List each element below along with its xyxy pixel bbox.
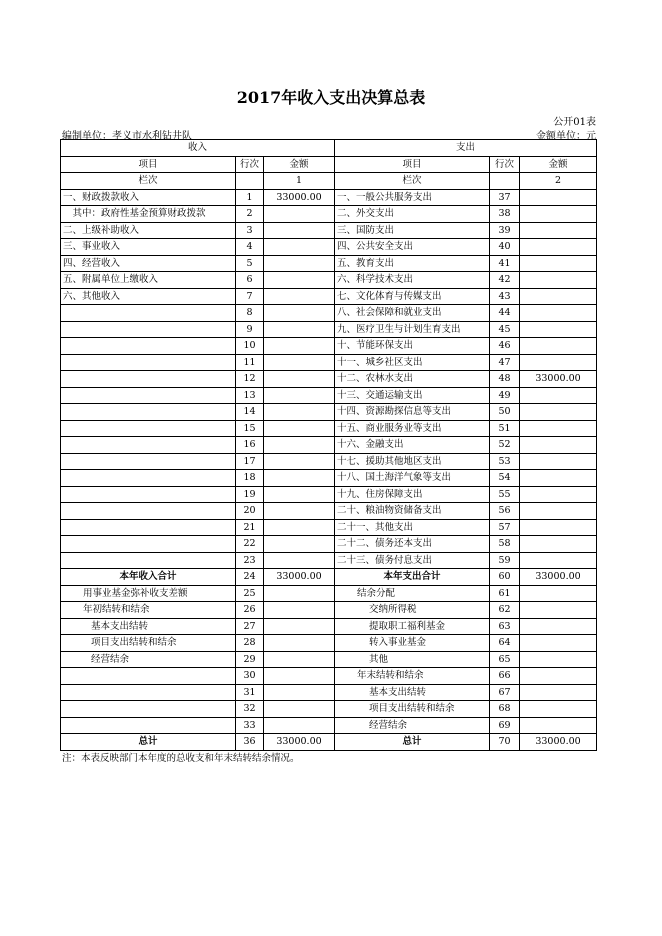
expense-rowno-cell: 61 xyxy=(490,585,520,602)
table-row xyxy=(61,321,597,338)
income-item-cell xyxy=(61,437,236,454)
table-row xyxy=(61,684,597,701)
income-rowno-cell: 13 xyxy=(236,387,264,404)
expense-amount-cell xyxy=(520,453,597,470)
unit-label: 金额单位：元 xyxy=(536,131,596,142)
expense-rowno-cell: 69 xyxy=(490,717,520,734)
table-row xyxy=(61,255,597,272)
expense-rowno-cell: 50 xyxy=(490,404,520,421)
expense-rowno-cell: 66 xyxy=(490,668,520,685)
table-row xyxy=(61,189,597,206)
income-item-cell xyxy=(61,387,236,404)
expense-rowno-cell: 55 xyxy=(490,486,520,503)
income-amount-cell xyxy=(264,453,335,470)
income-amount-cell xyxy=(264,519,335,536)
expense-amount-cell xyxy=(520,519,597,536)
expense-rowno-cell: 56 xyxy=(490,503,520,520)
income-rowno-cell: 23 xyxy=(236,552,264,569)
expense-amount-cell xyxy=(520,701,597,718)
income-item-cell: 总计 xyxy=(61,734,236,751)
income-rowno-cell: 26 xyxy=(236,602,264,619)
income-rowno-cell: 31 xyxy=(236,684,264,701)
expense-item-cell: 经营结余 xyxy=(335,717,490,734)
expense-rowno-cell: 59 xyxy=(490,552,520,569)
expense-item-cell: 总计 xyxy=(335,734,490,751)
income-amount-cell xyxy=(264,470,335,487)
expense-item-cell: 十三、交通运输支出 xyxy=(335,387,490,404)
income-item-cell: 二、上级补助收入 xyxy=(61,222,236,239)
column-header-row xyxy=(61,156,597,173)
expense-item-cell: 六、科学技术支出 xyxy=(335,272,490,289)
expense-amount-cell xyxy=(520,717,597,734)
income-rowno-cell: 24 xyxy=(236,569,264,586)
expense-amount-cell xyxy=(520,288,597,305)
expense-rowno-cell: 63 xyxy=(490,618,520,635)
expense-amount-cell xyxy=(520,338,597,355)
income-amount-cell xyxy=(264,651,335,668)
expense-rowno-cell: 52 xyxy=(490,437,520,454)
table-row xyxy=(61,305,597,322)
expense-rowno-cell: 40 xyxy=(490,239,520,256)
expense-amount-header: 金额 xyxy=(520,156,597,173)
expense-rowno-cell: 37 xyxy=(490,189,520,206)
income-amount-cell xyxy=(264,305,335,322)
expense-rowno-cell: 70 xyxy=(490,734,520,751)
table-row xyxy=(61,651,597,668)
income-rowno-cell: 2 xyxy=(236,206,264,223)
income-amount-cell xyxy=(264,239,335,256)
table-row xyxy=(61,354,597,371)
expense-rowno-cell: 62 xyxy=(490,602,520,619)
org-label: 编制单位：孝义市水利钻井队 xyxy=(62,131,192,142)
table-row xyxy=(61,569,597,586)
income-rowno-cell: 15 xyxy=(236,420,264,437)
income-rowno-cell: 28 xyxy=(236,635,264,652)
expense-rowno-cell: 43 xyxy=(490,288,520,305)
report-title: 2017年收入支出决算总表 xyxy=(236,88,426,107)
income-amount-cell xyxy=(264,321,335,338)
income-item-cell xyxy=(61,453,236,470)
expense-item-cell: 三、国防支出 xyxy=(335,222,490,239)
expense-amount-cell xyxy=(520,668,597,685)
expense-amount-cell xyxy=(520,552,597,569)
income-item-cell: 五、附属单位上缴收入 xyxy=(61,272,236,289)
income-amount-cell xyxy=(264,602,335,619)
table-row xyxy=(61,222,597,239)
expense-rowno-cell: 65 xyxy=(490,651,520,668)
expense-item-cell: 二十、粮油物资储备支出 xyxy=(335,503,490,520)
income-rowno-cell: 18 xyxy=(236,470,264,487)
income-item-cell xyxy=(61,321,236,338)
income-amount-cell xyxy=(264,222,335,239)
expense-amount-cell xyxy=(520,404,597,421)
expense-rowno-cell: 49 xyxy=(490,387,520,404)
table-row xyxy=(61,668,597,685)
table-row xyxy=(61,503,597,520)
expense-rowno-cell: 47 xyxy=(490,354,520,371)
income-amount-cell xyxy=(264,486,335,503)
expense-item-cell: 七、文化体育与传媒支出 xyxy=(335,288,490,305)
income-item-cell: 本年收入合计 xyxy=(61,569,236,586)
expense-item-cell: 十四、资源勘探信息等支出 xyxy=(335,404,490,421)
expense-item-cell: 十八、国土海洋气象等支出 xyxy=(335,470,490,487)
expense-rowno-cell: 64 xyxy=(490,635,520,652)
income-amount-cell xyxy=(264,354,335,371)
income-rowno-cell: 36 xyxy=(236,734,264,751)
expense-section-header: 支出 xyxy=(335,140,597,157)
income-amount-cell xyxy=(264,437,335,454)
income-rowno-cell: 25 xyxy=(236,585,264,602)
expense-amount-cell xyxy=(520,618,597,635)
income-item-cell xyxy=(61,503,236,520)
income-rowno-cell: 9 xyxy=(236,321,264,338)
income-rowno-cell: 7 xyxy=(236,288,264,305)
income-amount-cell xyxy=(264,387,335,404)
form-code: 公开01表 xyxy=(553,117,596,128)
expense-amount-cell xyxy=(520,354,597,371)
income-section-header: 收入 xyxy=(61,140,335,157)
income-rowno-cell: 33 xyxy=(236,717,264,734)
expense-amount-cell xyxy=(520,651,597,668)
expense-rowno-cell: 54 xyxy=(490,470,520,487)
income-amount-cell xyxy=(264,684,335,701)
expense-rowno-cell: 41 xyxy=(490,255,520,272)
income-amount-cell xyxy=(264,338,335,355)
income-rowno-cell: 11 xyxy=(236,354,264,371)
expense-item-cell: 交纳所得税 xyxy=(335,602,490,619)
expense-colno-value: 2 xyxy=(520,173,597,190)
expense-amount-cell xyxy=(520,585,597,602)
expense-amount-cell xyxy=(520,602,597,619)
expense-amount-cell xyxy=(520,206,597,223)
income-item-cell xyxy=(61,552,236,569)
income-amount-cell xyxy=(264,503,335,520)
expense-item-cell: 二十三、债务付息支出 xyxy=(335,552,490,569)
expense-item-cell: 结余分配 xyxy=(335,585,490,602)
income-amount-cell xyxy=(264,255,335,272)
income-amount-cell: 33000.00 xyxy=(264,189,335,206)
table-row xyxy=(61,486,597,503)
expense-amount-cell xyxy=(520,272,597,289)
expense-rowno-cell: 67 xyxy=(490,684,520,701)
income-amount-cell xyxy=(264,272,335,289)
expense-rowno-cell: 44 xyxy=(490,305,520,322)
expense-rowno-cell: 46 xyxy=(490,338,520,355)
table-row xyxy=(61,635,597,652)
expense-item-cell: 项目支出结转和结余 xyxy=(335,701,490,718)
income-item-cell: 六、其他收入 xyxy=(61,288,236,305)
income-colno-label: 栏次 xyxy=(61,173,236,190)
expense-item-cell: 本年支出合计 xyxy=(335,569,490,586)
expense-amount-cell xyxy=(520,222,597,239)
expense-item-cell: 十九、住房保障支出 xyxy=(335,486,490,503)
income-item-cell: 用事业基金弥补收支差额 xyxy=(61,585,236,602)
income-item-cell: 项目支出结转和结余 xyxy=(61,635,236,652)
income-item-cell xyxy=(61,536,236,553)
income-rowno-cell: 17 xyxy=(236,453,264,470)
expense-rowno-cell: 53 xyxy=(490,453,520,470)
income-item-cell: 经营结余 xyxy=(61,651,236,668)
income-amount-cell xyxy=(264,701,335,718)
expense-item-cell: 一、一般公共服务支出 xyxy=(335,189,490,206)
table-row xyxy=(61,338,597,355)
table-row xyxy=(61,437,597,454)
table-row xyxy=(61,387,597,404)
table-row xyxy=(61,536,597,553)
income-amount-cell xyxy=(264,536,335,553)
income-amount-cell xyxy=(264,618,335,635)
expense-rowno-cell: 58 xyxy=(490,536,520,553)
income-rowno-cell: 4 xyxy=(236,239,264,256)
table-row xyxy=(61,602,597,619)
footnote: 注：本表反映部门本年度的总收支和年末结转结余情况。 xyxy=(62,753,300,764)
table-row xyxy=(61,552,597,569)
income-amount-cell xyxy=(264,717,335,734)
expense-item-cell: 九、医疗卫生与计划生育支出 xyxy=(335,321,490,338)
income-rowno-cell: 14 xyxy=(236,404,264,421)
income-rowno-cell: 21 xyxy=(236,519,264,536)
expense-item-cell: 年末结转和结余 xyxy=(335,668,490,685)
income-rowno-cell: 1 xyxy=(236,189,264,206)
income-rowno-cell: 12 xyxy=(236,371,264,388)
table-row xyxy=(61,420,597,437)
income-item-cell xyxy=(61,684,236,701)
income-amount-cell xyxy=(264,585,335,602)
income-amount-cell: 33000.00 xyxy=(264,734,335,751)
expense-amount-cell xyxy=(520,387,597,404)
table-row xyxy=(61,734,597,751)
income-amount-header: 金额 xyxy=(264,156,335,173)
expense-amount-cell xyxy=(520,305,597,322)
expense-rowno-cell: 57 xyxy=(490,519,520,536)
table-row xyxy=(61,618,597,635)
expense-item-cell: 五、教育支出 xyxy=(335,255,490,272)
expense-rowno-cell: 39 xyxy=(490,222,520,239)
expense-item-cell: 二、外交支出 xyxy=(335,206,490,223)
expense-amount-cell xyxy=(520,503,597,520)
expense-amount-cell xyxy=(520,189,597,206)
income-item-cell: 一、财政拨款收入 xyxy=(61,189,236,206)
income-amount-cell xyxy=(264,371,335,388)
income-rowno-cell: 16 xyxy=(236,437,264,454)
table-row xyxy=(61,585,597,602)
income-rowno-cell: 10 xyxy=(236,338,264,355)
column-number-row xyxy=(61,173,597,190)
income-amount-cell xyxy=(264,206,335,223)
income-rowno-cell: 30 xyxy=(236,668,264,685)
expense-item-cell: 二十一、其他支出 xyxy=(335,519,490,536)
expense-amount-cell: 33000.00 xyxy=(520,371,597,388)
table-row xyxy=(61,371,597,388)
income-item-cell xyxy=(61,519,236,536)
income-amount-cell xyxy=(264,420,335,437)
table-row xyxy=(61,519,597,536)
expense-item-cell: 其他 xyxy=(335,651,490,668)
table-row xyxy=(61,717,597,734)
expense-item-cell: 十七、援助其他地区支出 xyxy=(335,453,490,470)
expense-item-cell: 十六、金融支出 xyxy=(335,437,490,454)
table-row xyxy=(61,206,597,223)
expense-item-cell: 二十二、债务还本支出 xyxy=(335,536,490,553)
income-item-cell xyxy=(61,470,236,487)
expense-rowno-cell: 38 xyxy=(490,206,520,223)
expense-item-cell: 十五、商业服务业等支出 xyxy=(335,420,490,437)
income-item-cell: 三、事业收入 xyxy=(61,239,236,256)
expense-item-cell: 十、节能环保支出 xyxy=(335,338,490,355)
income-item-cell xyxy=(61,701,236,718)
expense-rowno-cell: 68 xyxy=(490,701,520,718)
income-amount-cell xyxy=(264,404,335,421)
income-item-cell xyxy=(61,717,236,734)
income-item-cell xyxy=(61,420,236,437)
expense-rowno-cell: 60 xyxy=(490,569,520,586)
income-item-cell xyxy=(61,338,236,355)
income-item-cell: 基本支出结转 xyxy=(61,618,236,635)
expense-amount-cell: 33000.00 xyxy=(520,569,597,586)
expense-colno-label: 栏次 xyxy=(335,173,490,190)
income-amount-cell xyxy=(264,635,335,652)
expense-rowno-cell: 45 xyxy=(490,321,520,338)
expense-item-cell: 八、社会保障和就业支出 xyxy=(335,305,490,322)
income-rowno-cell: 8 xyxy=(236,305,264,322)
table-row xyxy=(61,272,597,289)
expense-amount-cell xyxy=(520,255,597,272)
expense-amount-cell xyxy=(520,420,597,437)
income-rowno-header: 行次 xyxy=(236,156,264,173)
income-rowno-cell: 3 xyxy=(236,222,264,239)
expense-item-cell: 四、公共安全支出 xyxy=(335,239,490,256)
expense-item-cell: 十二、农林水支出 xyxy=(335,371,490,388)
income-amount-cell xyxy=(264,552,335,569)
table-row xyxy=(61,453,597,470)
expense-amount-cell xyxy=(520,321,597,338)
income-rowno-cell: 29 xyxy=(236,651,264,668)
expense-amount-cell xyxy=(520,239,597,256)
expense-rowno-header: 行次 xyxy=(490,156,520,173)
expense-amount-cell: 33000.00 xyxy=(520,734,597,751)
summary-table xyxy=(60,139,597,751)
income-amount-cell xyxy=(264,668,335,685)
income-item-cell xyxy=(61,371,236,388)
income-item-cell xyxy=(61,668,236,685)
table-row xyxy=(61,404,597,421)
table-row xyxy=(61,701,597,718)
expense-item-cell: 基本支出结转 xyxy=(335,684,490,701)
income-item-cell: 其中：政府性基金预算财政拨款 xyxy=(61,206,236,223)
income-rowno-cell: 5 xyxy=(236,255,264,272)
expense-colno-blank xyxy=(490,173,520,190)
income-item-cell: 年初结转和结余 xyxy=(61,602,236,619)
income-colno-blank xyxy=(236,173,264,190)
expense-rowno-cell: 42 xyxy=(490,272,520,289)
expense-item-cell: 转入事业基金 xyxy=(335,635,490,652)
income-rowno-cell: 19 xyxy=(236,486,264,503)
income-item-header: 项目 xyxy=(61,156,236,173)
income-item-cell xyxy=(61,354,236,371)
expense-item-cell: 十一、城乡社区支出 xyxy=(335,354,490,371)
expense-rowno-cell: 48 xyxy=(490,371,520,388)
income-item-cell xyxy=(61,404,236,421)
income-item-cell: 四、经营收入 xyxy=(61,255,236,272)
section-header-row xyxy=(61,140,597,157)
expense-item-cell: 提取职工福利基金 xyxy=(335,618,490,635)
expense-amount-cell xyxy=(520,486,597,503)
income-item-cell xyxy=(61,305,236,322)
table-row xyxy=(61,239,597,256)
expense-amount-cell xyxy=(520,635,597,652)
table-row xyxy=(61,288,597,305)
expense-amount-cell xyxy=(520,437,597,454)
income-item-cell xyxy=(61,486,236,503)
expense-rowno-cell: 51 xyxy=(490,420,520,437)
table-row xyxy=(61,470,597,487)
income-rowno-cell: 32 xyxy=(236,701,264,718)
income-rowno-cell: 6 xyxy=(236,272,264,289)
expense-amount-cell xyxy=(520,684,597,701)
income-colno-value: 1 xyxy=(264,173,335,190)
expense-amount-cell xyxy=(520,470,597,487)
income-amount-cell: 33000.00 xyxy=(264,569,335,586)
income-rowno-cell: 20 xyxy=(236,503,264,520)
income-amount-cell xyxy=(264,288,335,305)
income-rowno-cell: 22 xyxy=(236,536,264,553)
expense-item-header: 项目 xyxy=(335,156,490,173)
expense-amount-cell xyxy=(520,536,597,553)
income-rowno-cell: 27 xyxy=(236,618,264,635)
